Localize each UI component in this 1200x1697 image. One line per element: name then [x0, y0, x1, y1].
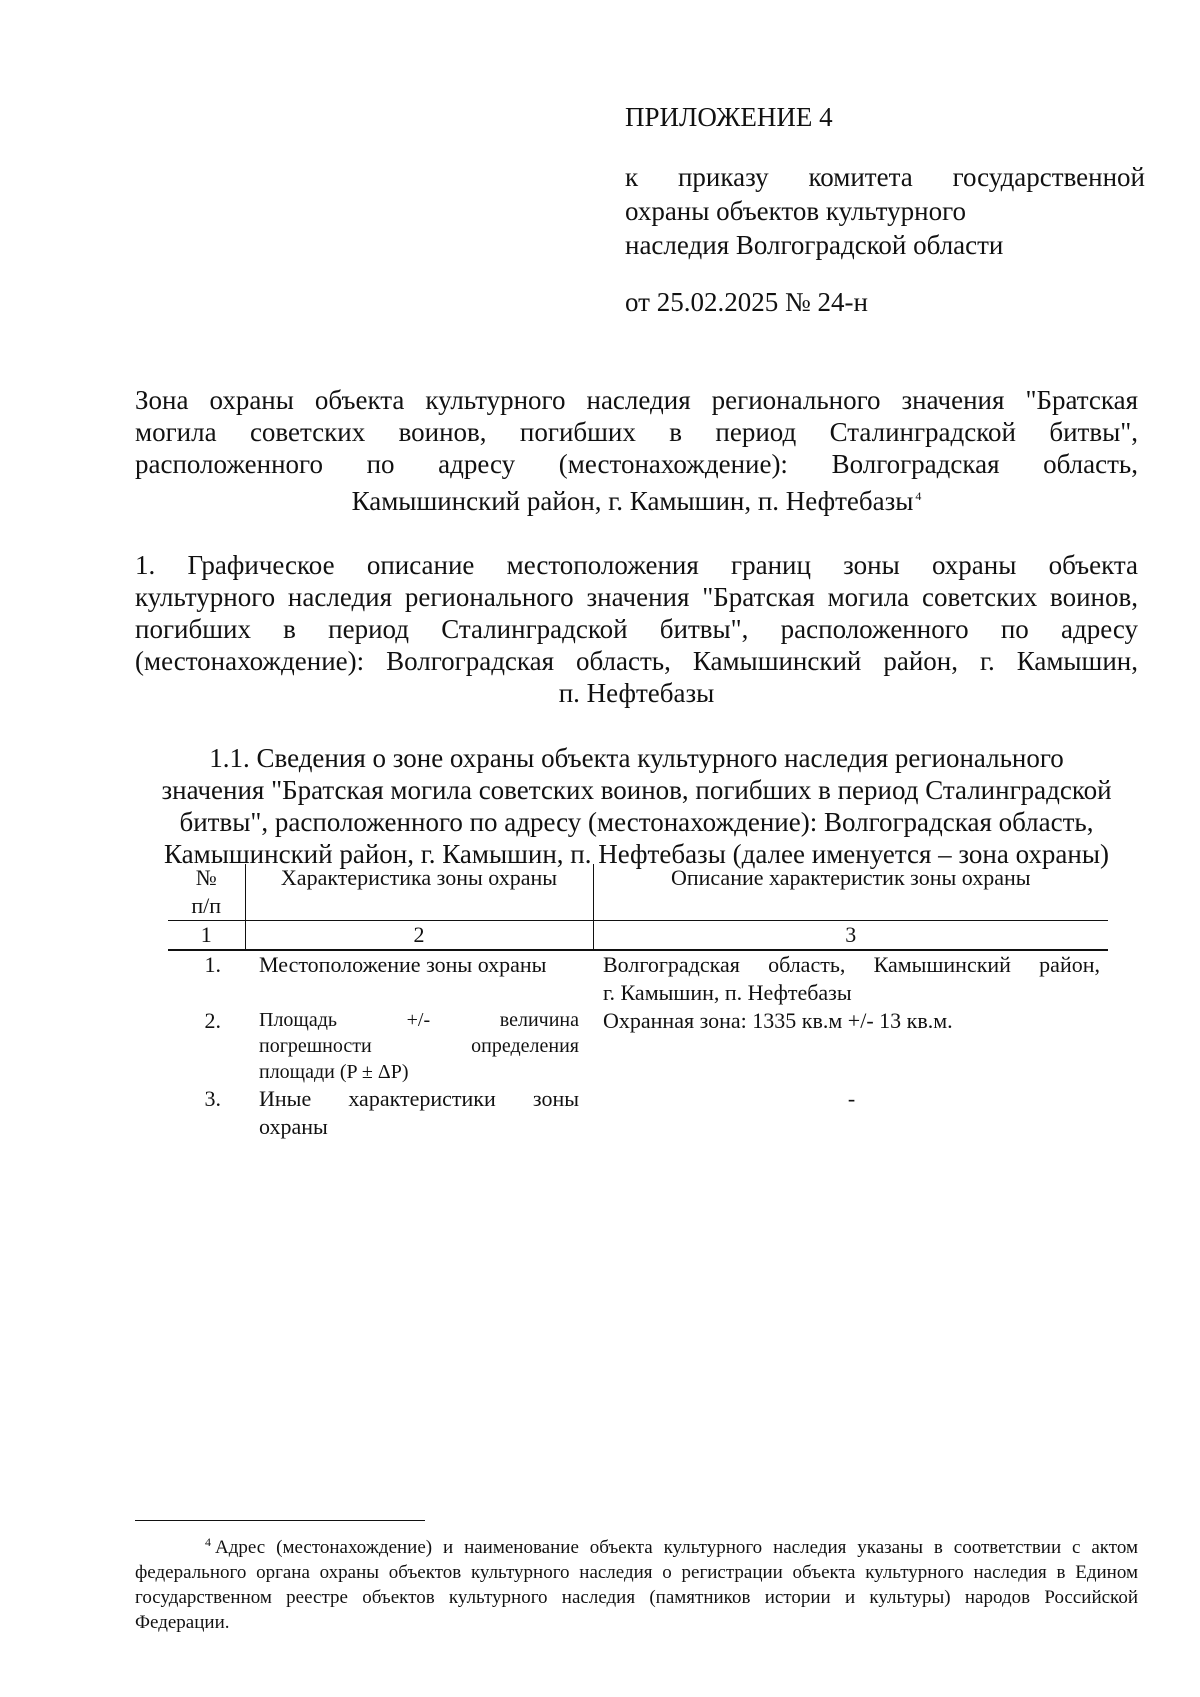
table-row	[168, 1007, 1108, 1085]
zone-title-last-text: Камышинский район, г. Камышин, п. Нефтебазы	[351, 486, 914, 516]
footnote	[135, 1530, 1138, 1635]
footnote-line	[135, 1530, 1138, 1560]
order-line: к приказу комитета государственной	[625, 162, 1145, 192]
characteristic-line: охраны	[259, 1114, 328, 1139]
characteristic-line: погрешности определения	[259, 1035, 579, 1057]
appendix-order-reference	[625, 160, 1145, 262]
header-number	[168, 864, 245, 921]
order-date-number: от 25.02.2025 № 24-н	[625, 287, 868, 317]
header-description: Описание характеристик зоны охраны	[593, 864, 1108, 921]
row-number: 3.	[204, 1086, 221, 1111]
table-index-row	[168, 921, 1108, 951]
footnote-first-text: Адрес (местонахождение) и наименование объекта культурного наследия указаны в соответствии с актом	[215, 1537, 1138, 1558]
row-description: Охранная зона: 1335 кв.м +/- 13 кв.м.	[603, 1008, 953, 1033]
section-1-1-line: значения "Братская могила советских воинов, погибших в период Сталинградской	[161, 775, 1112, 805]
row-description	[593, 950, 1108, 1007]
zone-title-line	[135, 480, 1138, 517]
footnote-line: Федерации.	[135, 1612, 230, 1633]
index-cell: 1	[168, 921, 245, 951]
section-1-line: (местонахождение): Волгоградская область, Камышинский район, г. Камышин,	[135, 646, 1138, 676]
zone-title-line: Зона охраны объекта культурного наследия регионального значения "Братская	[135, 385, 1138, 415]
index-cell: 2	[245, 921, 593, 951]
section-1-line: 1. Графическое описание местоположения границ зоны охраны объекта	[135, 550, 1138, 580]
header-number-line: п/п	[191, 893, 222, 918]
section-1-line: п. Нефтебазы	[558, 678, 715, 708]
row-number: 1.	[204, 952, 221, 977]
footnote-line: государственном реестре объектов культурного наследия (памятников истории и культуры) народов Российской	[135, 1587, 1138, 1608]
footnote-line: федерального органа охраны объектов культурного наследия о регистрации объекта культурного наследия в Едином	[135, 1562, 1138, 1583]
characteristic-line: площади (P ± ΔP)	[259, 1061, 409, 1083]
table-row	[168, 1085, 1108, 1141]
footnote-mark: 4	[205, 1535, 211, 1549]
row-characteristic: Местоположение зоны охраны	[259, 952, 547, 977]
characteristic-line: Площадь +/- величина	[259, 1009, 579, 1031]
table-header-row	[168, 864, 1108, 921]
header-number-line: №	[195, 865, 217, 890]
section-1-1-heading	[135, 742, 1138, 870]
description-dash: -	[847, 1086, 856, 1111]
header-characteristic: Характеристика зоны охраны	[245, 864, 593, 921]
description-line: Волгоградская область, Камышинский район,	[603, 952, 1100, 977]
index-cell: 3	[593, 921, 1108, 951]
order-line: охраны объектов культурного	[625, 196, 966, 226]
row-description	[593, 1085, 1108, 1141]
row-characteristic	[245, 1085, 593, 1141]
section-1-1-line: битвы", расположенного по адресу (местонахождение): Волгоградская область,	[179, 807, 1094, 837]
zone-info-table	[168, 864, 1108, 1141]
footnote-reference: 4	[915, 489, 922, 503]
footnote-divider	[135, 1520, 425, 1521]
section-1-heading	[135, 549, 1138, 709]
row-characteristic	[245, 1007, 593, 1085]
table-row	[168, 950, 1108, 1007]
section-1-line: погибших в период Сталинградской битвы", расположенного по адресу	[135, 614, 1138, 644]
zone-title-line: могила советских воинов, погибших в период Сталинградской битвы",	[135, 417, 1138, 447]
section-1-line: культурного наследия регионального значения "Братская могила советских воинов,	[135, 582, 1138, 612]
section-1-1-line: 1.1. Сведения о зоне охраны объекта культурного наследия регионального	[209, 743, 1064, 773]
zone-title-line: расположенного по адресу (местонахождение): Волгоградская область,	[135, 449, 1138, 479]
zone-title	[135, 384, 1138, 517]
description-line: г. Камышин, п. Нефтебазы	[603, 980, 852, 1005]
section-1-1-line: Камышинский район, г. Камышин, п. Нефтебазы (далее именуется – зона охраны)	[164, 839, 1109, 869]
row-number: 2.	[204, 1008, 221, 1033]
appendix-title: ПРИЛОЖЕНИЕ 4	[625, 102, 833, 132]
characteristic-line: Иные характеристики зоны	[259, 1086, 579, 1111]
order-line: наследия Волгоградской области	[625, 230, 1004, 260]
